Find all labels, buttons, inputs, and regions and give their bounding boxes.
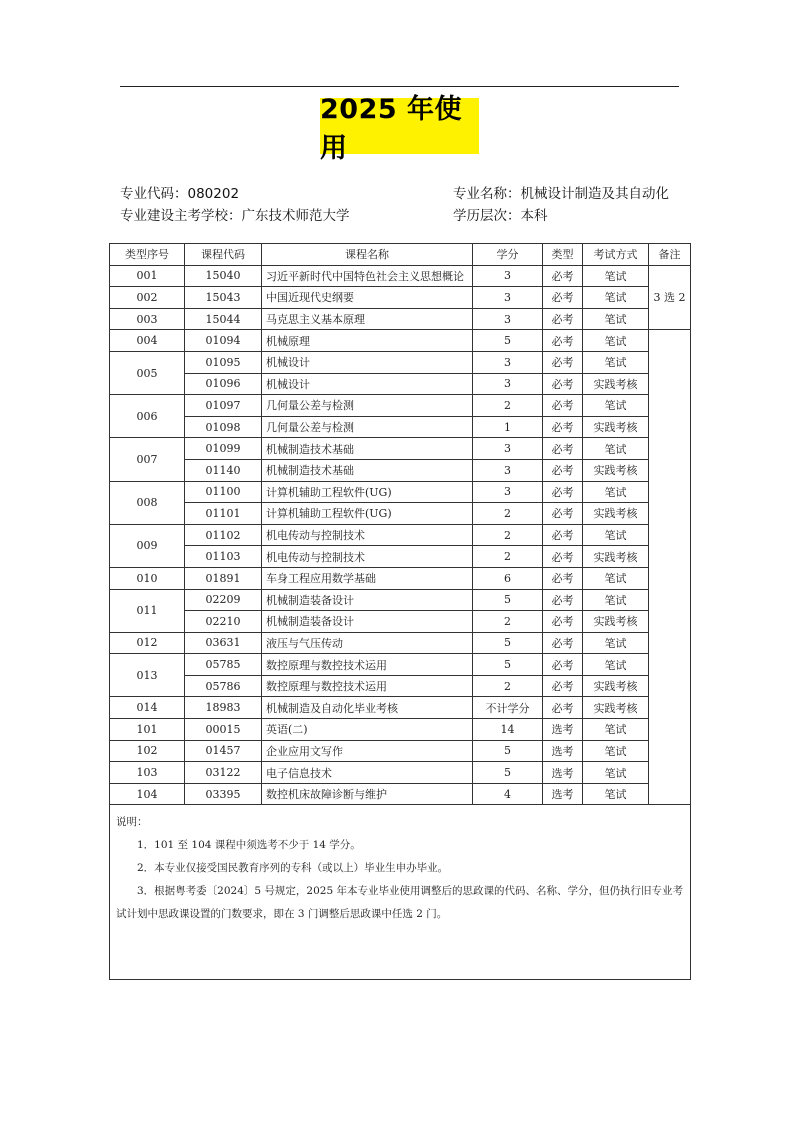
cell-type: 必考 <box>543 632 583 654</box>
header-remark: 备注 <box>649 244 691 266</box>
cell-code: 01094 <box>185 330 262 352</box>
cell-name: 数控原理与数控技术运用 <box>262 654 473 676</box>
table-row <box>110 740 691 762</box>
cell-exam: 实践考核 <box>583 373 649 395</box>
cell-exam: 实践考核 <box>583 503 649 525</box>
cell-code: 02209 <box>185 589 262 611</box>
cell-seq: 005 <box>110 351 185 394</box>
cell-seq: 011 <box>110 589 185 632</box>
table-row <box>110 675 691 697</box>
cell-credit: 5 <box>473 740 543 762</box>
cell-credit: 2 <box>473 524 543 546</box>
table-row <box>110 351 691 373</box>
cell-name: 机电传动与控制技术 <box>262 524 473 546</box>
cell-type: 必考 <box>543 503 583 525</box>
cell-name: 习近平新时代中国特色社会主义思想概论 <box>262 265 473 287</box>
cell-exam: 笔试 <box>583 740 649 762</box>
major-name: 专业名称：机械设计制造及其自动化 <box>453 186 669 202</box>
cell-exam: 笔试 <box>583 287 649 309</box>
cell-credit: 3 <box>473 265 543 287</box>
cell-credit: 1 <box>473 416 543 438</box>
cell-type: 必考 <box>543 611 583 633</box>
cell-exam: 笔试 <box>583 351 649 373</box>
cell-credit: 5 <box>473 589 543 611</box>
cell-type: 选考 <box>543 740 583 762</box>
cell-exam: 笔试 <box>583 524 649 546</box>
cell-seq: 101 <box>110 719 185 741</box>
table-row <box>110 783 691 805</box>
cell-credit: 3 <box>473 373 543 395</box>
cell-exam: 笔试 <box>583 438 649 460</box>
cell-name: 机械原理 <box>262 330 473 352</box>
table-row <box>110 546 691 568</box>
cell-name: 机械制造装备设计 <box>262 589 473 611</box>
cell-code: 01102 <box>185 524 262 546</box>
cell-code: 03122 <box>185 762 262 784</box>
cell-seq: 014 <box>110 697 185 719</box>
table-header-row <box>110 244 691 266</box>
course-table <box>109 243 691 980</box>
header-type: 类型 <box>543 244 583 266</box>
cell-exam: 笔试 <box>583 654 649 676</box>
cell-name: 机械制造技术基础 <box>262 459 473 481</box>
cell-seq: 012 <box>110 632 185 654</box>
cell-code: 01101 <box>185 503 262 525</box>
table-row <box>110 567 691 589</box>
cell-seq: 103 <box>110 762 185 784</box>
cell-seq: 009 <box>110 524 185 567</box>
cell-type: 必考 <box>543 567 583 589</box>
cell-type: 必考 <box>543 546 583 568</box>
cell-exam: 笔试 <box>583 330 649 352</box>
cell-seq: 010 <box>110 567 185 589</box>
header-credit: 学分 <box>473 244 543 266</box>
cell-seq: 001 <box>110 265 185 287</box>
table-row <box>110 330 691 352</box>
cell-credit: 3 <box>473 459 543 481</box>
cell-seq: 013 <box>110 654 185 697</box>
cell-type: 必考 <box>543 330 583 352</box>
cell-credit: 3 <box>473 308 543 330</box>
cell-exam: 实践考核 <box>583 459 649 481</box>
header-name: 课程名称 <box>262 244 473 266</box>
cell-exam: 实践考核 <box>583 675 649 697</box>
cell-code: 03395 <box>185 783 262 805</box>
education-level: 学历层次：本科 <box>453 208 548 224</box>
cell-code: 01099 <box>185 438 262 460</box>
cell-code: 18983 <box>185 697 262 719</box>
cell-credit: 14 <box>473 719 543 741</box>
cell-exam: 笔试 <box>583 632 649 654</box>
cell-exam: 笔试 <box>583 395 649 417</box>
cell-type: 必考 <box>543 697 583 719</box>
cell-seq: 007 <box>110 438 185 481</box>
cell-credit: 5 <box>473 632 543 654</box>
cell-type: 必考 <box>543 459 583 481</box>
table-row <box>110 481 691 503</box>
cell-credit: 2 <box>473 675 543 697</box>
cell-remark-empty <box>649 330 691 805</box>
table-row <box>110 632 691 654</box>
cell-name: 车身工程应用数学基础 <box>262 567 473 589</box>
major-code: 专业代码：080202 <box>120 186 240 202</box>
cell-name: 企业应用文写作 <box>262 740 473 762</box>
cell-type: 必考 <box>543 416 583 438</box>
table-row <box>110 697 691 719</box>
cell-type: 必考 <box>543 308 583 330</box>
cell-credit: 4 <box>473 783 543 805</box>
cell-type: 必考 <box>543 654 583 676</box>
cell-seq: 104 <box>110 783 185 805</box>
cell-name: 几何量公差与检测 <box>262 395 473 417</box>
cell-seq: 008 <box>110 481 185 524</box>
cell-seq: 002 <box>110 287 185 309</box>
note-item: 1．101 至 104 课程中须选考不少于 14 学分。 <box>137 839 361 852</box>
cell-code: 01457 <box>185 740 262 762</box>
cell-name: 机械制造及自动化毕业考核 <box>262 697 473 719</box>
table-row <box>110 762 691 784</box>
cell-name: 电子信息技术 <box>262 762 473 784</box>
notes-row <box>110 805 691 980</box>
header-seq: 类型序号 <box>110 244 185 266</box>
cell-seq: 003 <box>110 308 185 330</box>
cell-code: 00015 <box>185 719 262 741</box>
header-exam: 考试方式 <box>583 244 649 266</box>
table-row <box>110 654 691 676</box>
cell-type: 必考 <box>543 395 583 417</box>
page-title: 2025 年使用 <box>320 94 463 164</box>
cell-name: 数控机床故障诊断与维护 <box>262 783 473 805</box>
table-row <box>110 459 691 481</box>
host-school: 专业建设主考学校：广东技术师范大学 <box>120 208 350 224</box>
cell-code: 01096 <box>185 373 262 395</box>
table-row <box>110 308 691 330</box>
cell-name: 机械设计 <box>262 373 473 395</box>
cell-exam: 笔试 <box>583 567 649 589</box>
cell-name: 机械制造装备设计 <box>262 611 473 633</box>
cell-credit: 5 <box>473 654 543 676</box>
cell-credit: 5 <box>473 330 543 352</box>
cell-code: 15040 <box>185 265 262 287</box>
cell-credit: 3 <box>473 287 543 309</box>
cell-type: 必考 <box>543 351 583 373</box>
cell-type: 选考 <box>543 783 583 805</box>
cell-code: 02210 <box>185 611 262 633</box>
cell-exam: 笔试 <box>583 481 649 503</box>
notes-heading: 说明： <box>116 816 148 829</box>
header-code: 课程代码 <box>185 244 262 266</box>
cell-name: 计算机辅助工程软件(UG) <box>262 503 473 525</box>
cell-code: 01098 <box>185 416 262 438</box>
note-item: 2．本专业仅接受国民教育序列的专科（或以上）毕业生申办毕业。 <box>137 862 449 875</box>
cell-type: 必考 <box>543 287 583 309</box>
cell-type: 选考 <box>543 719 583 741</box>
cell-credit: 3 <box>473 481 543 503</box>
table-row <box>110 373 691 395</box>
cell-credit: 3 <box>473 438 543 460</box>
cell-type: 选考 <box>543 762 583 784</box>
cell-code: 15044 <box>185 308 262 330</box>
cell-credit: 2 <box>473 503 543 525</box>
cell-code: 01095 <box>185 351 262 373</box>
cell-remark: 3 选 2 <box>649 265 691 330</box>
cell-type: 必考 <box>543 524 583 546</box>
table-row <box>110 611 691 633</box>
cell-code: 01097 <box>185 395 262 417</box>
cell-code: 01140 <box>185 459 262 481</box>
cell-code: 01891 <box>185 567 262 589</box>
cell-credit: 5 <box>473 762 543 784</box>
cell-exam: 实践考核 <box>583 611 649 633</box>
cell-credit: 3 <box>473 351 543 373</box>
cell-seq: 102 <box>110 740 185 762</box>
cell-seq: 006 <box>110 395 185 438</box>
cell-type: 必考 <box>543 438 583 460</box>
cell-name: 中国近现代史纲要 <box>262 287 473 309</box>
table-row <box>110 287 691 309</box>
table-row <box>110 524 691 546</box>
cell-exam: 实践考核 <box>583 546 649 568</box>
cell-credit: 不计学分 <box>473 697 543 719</box>
table-row <box>110 395 691 417</box>
cell-exam: 实践考核 <box>583 416 649 438</box>
cell-credit: 2 <box>473 611 543 633</box>
table-row <box>110 589 691 611</box>
cell-type: 必考 <box>543 589 583 611</box>
cell-exam: 笔试 <box>583 589 649 611</box>
notes-section <box>110 805 691 980</box>
usage-year-banner <box>320 94 479 164</box>
cell-code: 05785 <box>185 654 262 676</box>
cell-credit: 2 <box>473 395 543 417</box>
cell-name: 机械设计 <box>262 351 473 373</box>
cell-name: 计算机辅助工程软件(UG) <box>262 481 473 503</box>
cell-exam: 笔试 <box>583 762 649 784</box>
cell-name: 机电传动与控制技术 <box>262 546 473 568</box>
cell-code: 03631 <box>185 632 262 654</box>
table-row <box>110 438 691 460</box>
cell-type: 必考 <box>543 265 583 287</box>
table-row <box>110 416 691 438</box>
cell-name: 马克思主义基本原理 <box>262 308 473 330</box>
cell-credit: 2 <box>473 546 543 568</box>
cell-exam: 笔试 <box>583 719 649 741</box>
cell-name: 数控原理与数控技术运用 <box>262 675 473 697</box>
cell-code: 05786 <box>185 675 262 697</box>
cell-exam: 笔试 <box>583 265 649 287</box>
cell-exam: 实践考核 <box>583 697 649 719</box>
cell-name: 液压与气压传动 <box>262 632 473 654</box>
cell-type: 必考 <box>543 481 583 503</box>
cell-name: 机械制造技术基础 <box>262 438 473 460</box>
cell-type: 必考 <box>543 675 583 697</box>
cell-code: 15043 <box>185 287 262 309</box>
cell-type: 必考 <box>543 373 583 395</box>
table-row <box>110 503 691 525</box>
cell-name: 英语(二) <box>262 719 473 741</box>
table-row <box>110 719 691 741</box>
table-row <box>110 265 691 287</box>
cell-exam: 笔试 <box>583 783 649 805</box>
cell-code: 01100 <box>185 481 262 503</box>
cell-exam: 笔试 <box>583 308 649 330</box>
note-item: 3．根据粤考委〔2024〕5 号规定，2025 年本专业毕业使用调整后的思政课的代码、名称、学分，但仍执行旧专业考试计划中思政课设置的门数要求，即在 3 门调整后思政课中任选 2 门。 <box>116 885 683 921</box>
cell-seq: 004 <box>110 330 185 352</box>
cell-code: 01103 <box>185 546 262 568</box>
cell-credit: 6 <box>473 567 543 589</box>
cell-name: 几何量公差与检测 <box>262 416 473 438</box>
